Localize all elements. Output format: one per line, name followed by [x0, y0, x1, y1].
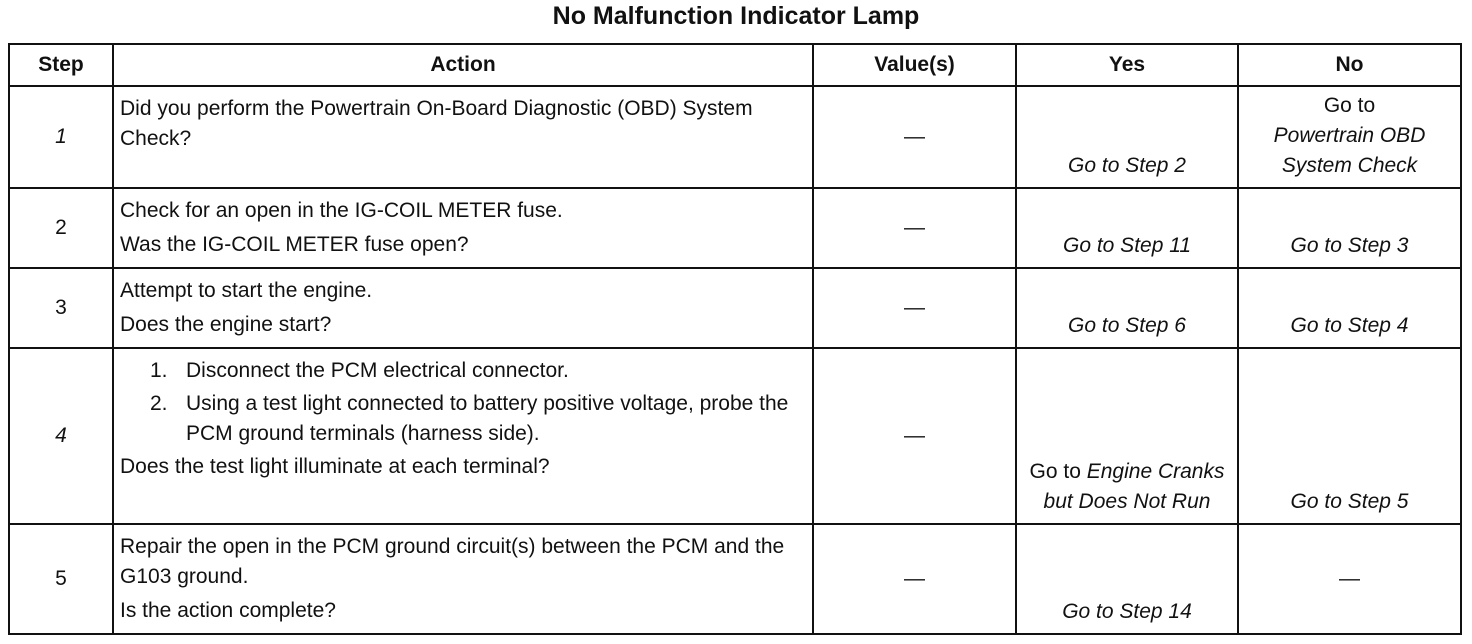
- action-cell: [113, 348, 813, 524]
- table-row: [9, 524, 1461, 634]
- yes-cell: [1016, 348, 1238, 524]
- value-cell: —: [813, 86, 1016, 188]
- step-number: 4: [9, 348, 113, 524]
- list-number: 1.: [150, 359, 168, 382]
- page-title: No Malfunction Indicator Lamp: [552, 2, 920, 30]
- step-number: 1: [9, 86, 113, 188]
- action-text: Did you perform the Powertrain On-Board Diagnostic (OBD) System Check?: [120, 97, 753, 150]
- no-cell: Go to Step 4: [1238, 268, 1461, 348]
- table-row: [9, 188, 1461, 268]
- goto-target: Powertrain OBD System Check: [1273, 124, 1426, 177]
- yes-cell: Go to Step 14: [1016, 524, 1238, 634]
- action-question: Does the engine start?: [120, 313, 332, 336]
- value-cell: —: [813, 188, 1016, 268]
- action-text: Repair the open in the PCM ground circuit(s) between the PCM and the G103 ground.: [120, 535, 785, 588]
- step-number: 3: [9, 268, 113, 348]
- header-values: Value(s): [813, 44, 1016, 86]
- action-steps-list: [120, 356, 806, 449]
- table-row: [9, 86, 1461, 188]
- action-text: Attempt to start the engine.: [120, 279, 373, 302]
- goto-prefix: Go to: [1323, 94, 1376, 117]
- diagnostic-table: [8, 43, 1462, 635]
- action-text: Check for an open in the IG-COIL METER fuse.: [120, 199, 563, 222]
- yes-cell: Go to Step 11: [1016, 188, 1238, 268]
- list-item: [150, 356, 806, 386]
- no-cell: Go to Step 3: [1238, 188, 1461, 268]
- table-header-row: [9, 44, 1461, 86]
- action-cell: [113, 188, 813, 268]
- value-cell: —: [813, 268, 1016, 348]
- value-cell: —: [813, 348, 1016, 524]
- header-step: Step: [9, 44, 113, 86]
- header-no: No: [1238, 44, 1461, 86]
- action-question: Was the IG-COIL METER fuse open?: [120, 233, 469, 256]
- yes-cell: Go to Step 6: [1016, 268, 1238, 348]
- header-action: Action: [113, 44, 813, 86]
- list-text: Using a test light connected to battery positive voltage, probe the PCM ground terminals (harness side).: [186, 392, 789, 445]
- no-cell: [1238, 86, 1461, 188]
- action-question: Is the action complete?: [120, 599, 336, 622]
- goto-prefix: Go to: [1029, 460, 1081, 483]
- action-question: Does the test light illuminate at each terminal?: [120, 455, 550, 478]
- table-row: [9, 348, 1461, 524]
- list-item: [150, 389, 806, 449]
- action-cell: [113, 524, 813, 634]
- no-cell: Go to Step 5: [1238, 348, 1461, 524]
- step-number: 5: [9, 524, 113, 634]
- table-row: [9, 268, 1461, 348]
- action-cell: [113, 86, 813, 188]
- step-number: 2: [9, 188, 113, 268]
- yes-cell: Go to Step 2: [1016, 86, 1238, 188]
- value-cell: —: [813, 524, 1016, 634]
- action-cell: [113, 268, 813, 348]
- header-yes: Yes: [1016, 44, 1238, 86]
- goto-target: Engine Cranks but Does Not Run: [1043, 460, 1225, 513]
- list-text: Disconnect the PCM electrical connector.: [186, 359, 569, 382]
- list-number: 2.: [150, 392, 168, 415]
- no-cell: —: [1238, 524, 1461, 634]
